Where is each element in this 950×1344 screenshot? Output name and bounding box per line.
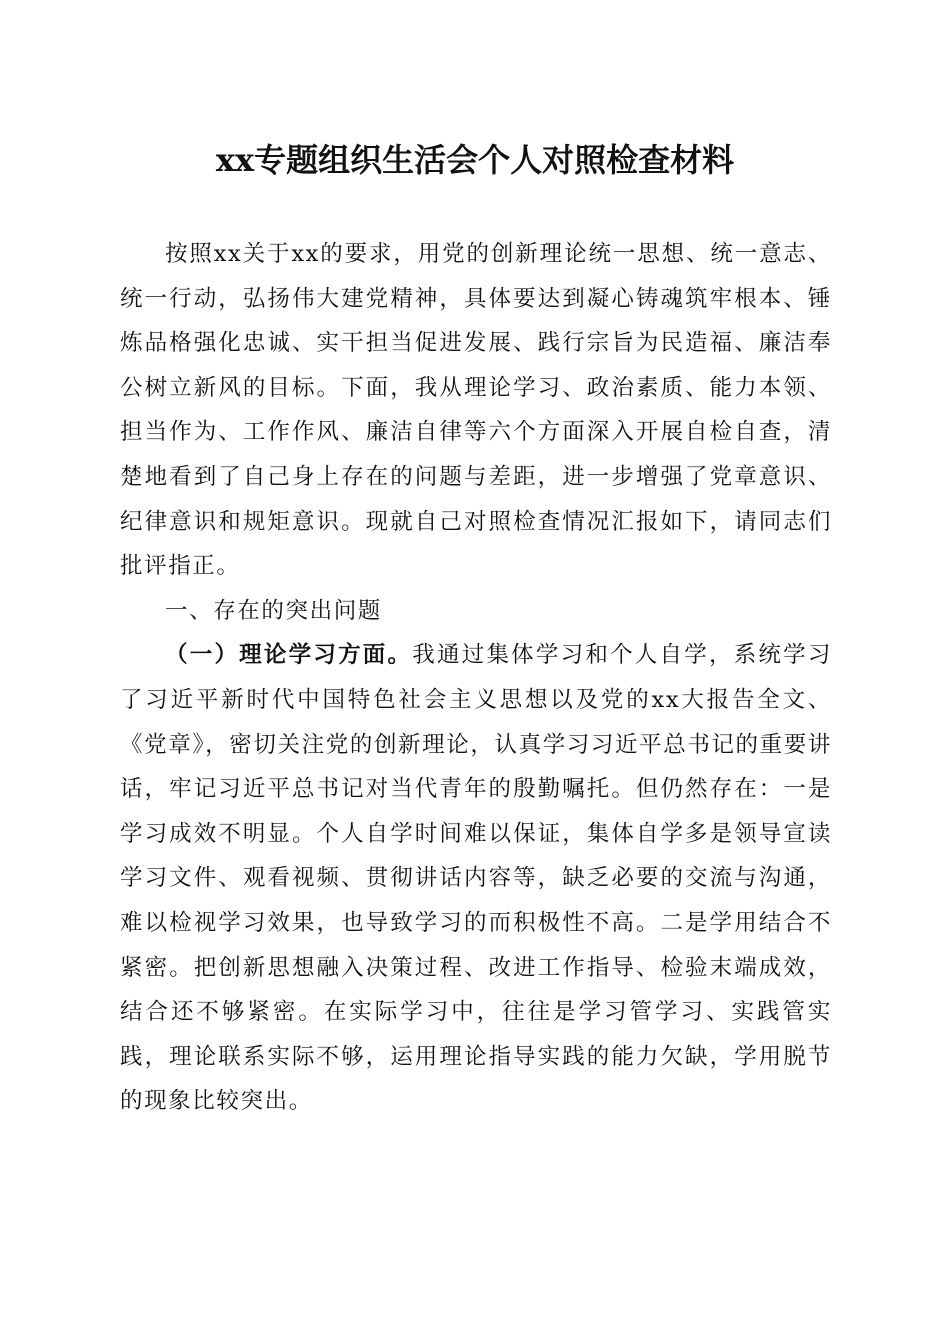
intro-paragraph: 按照xx关于xx的要求，用党的创新理论统一思想、统一意志、统一行动，弘扬伟大建党精神，具体要达到凝心铸魂筑牢根本、锤炼品格强化忠诚、实干担当促进发展、践行宗旨为民造福、廉洁奉公树立新风的目标。下面，我从理论学习、政治素质、能力本领、担当作为、工作作风、廉洁自律等六个方面深入开展自检自查，清楚地看到了自己身上存在的问题与差距，进一步增强了党章意识、纪律意识和规矩意识。现就自己对照检查情况汇报如下，请同志们批评指正。 [120,241,832,580]
subsection-heading-theory-study: （一）理论学习方面。 [165,642,413,669]
subsection-body-theory-study: 我通过集体学习和个人自学，系统学习了习近平新时代中国特色社会主义思想以及党的xx大报告全文、《党章》，密切关注党的创新理论，认真学习习近平总书记的重要讲话，牢记习近平总书记对当代青年的殷勤嘱托。但仍然存在：一是学习成效不明显。个人自学时间难以保证，集体自学多是领导宣读学习文件、观看视频、贯彻讲话内容等，缺乏必要的交流与沟通，难以检视学习效果，也导致学习的而积极性不高。二是学用结合不紧密。把创新思想融入决策过程、改进工作指导、检验末端成效，结合还不够紧密。在实际学习中，往往是学习管学习、实践管实践，理论联系实际不够，运用理论指导实践的能力欠缺，学用脱节的现象比较突出。 [120,642,832,1115]
subsection-paragraph-theory-study [120,633,832,1124]
document-title: xx专题组织生活会个人对照检查材料 [215,141,735,179]
document-body [120,232,832,1124]
section-heading-problems: 一、存在的突出问题 [165,597,382,624]
